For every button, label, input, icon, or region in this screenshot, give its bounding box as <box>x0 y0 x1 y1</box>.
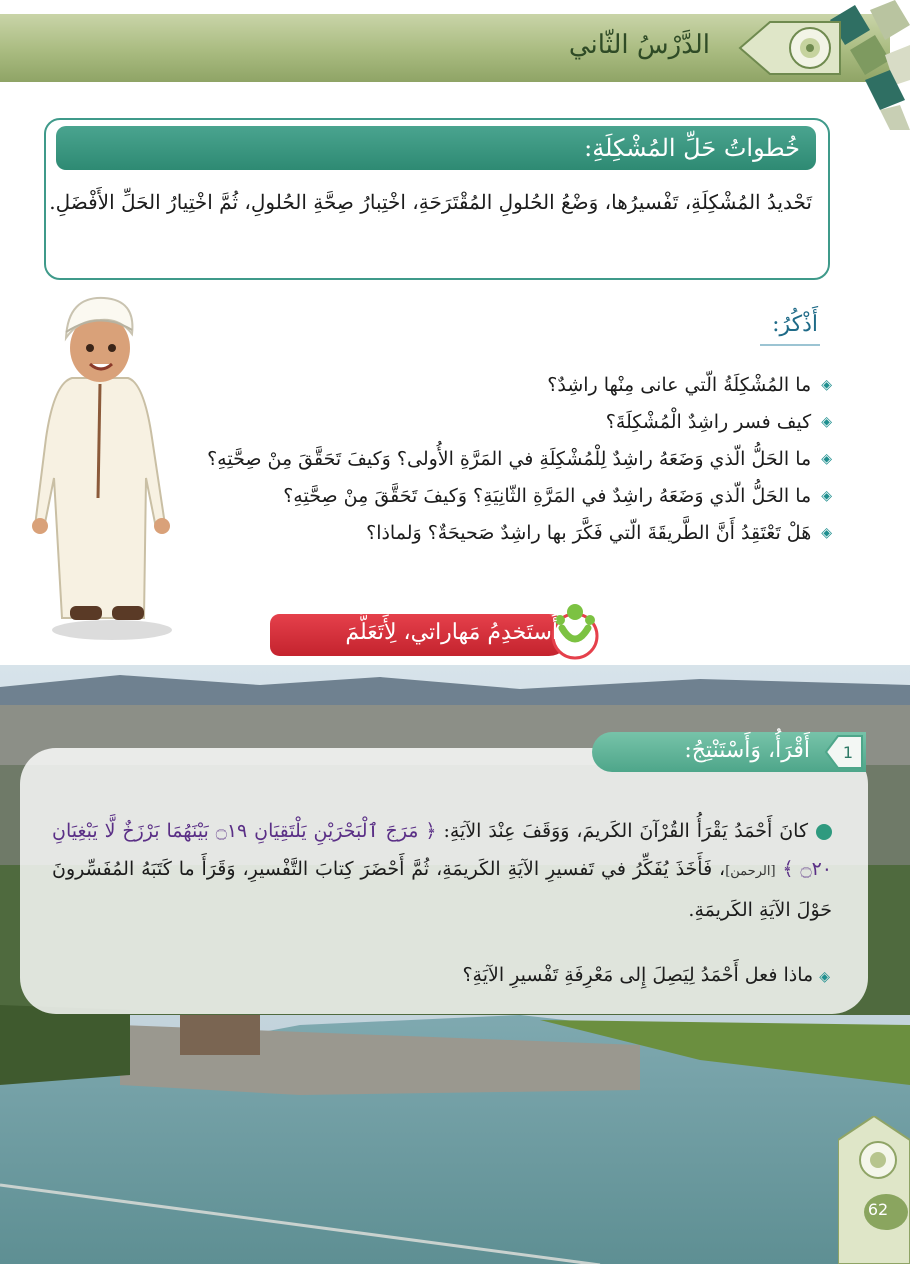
list-item: ◈ ما المُشْكِلَةُ الّتي عانى مِنْها راشِدٌ؟ <box>547 373 832 396</box>
list-item: ◈ ما الحَلُّ الّذي وَضَعَهُ راشِدٌ لِلْمُشْكِلَةِ في المَرَّةِ الأُولى؟ وَكيفَ تَحَقَّقَ مِنْ صِحَّتِهِ؟ <box>207 447 832 470</box>
lesson-rosette-icon <box>730 14 850 82</box>
surah-name: [الرحمن] <box>725 864 776 879</box>
diamond-bullet-icon: ◈ <box>821 376 832 393</box>
page-number: 62 <box>867 1200 889 1219</box>
diamond-bullet-icon: ◈ <box>821 450 832 467</box>
quran-verse: ﴿ مَرَجَ ٱلْبَحْرَيْنِ يَلْتَقِيَانِ ۝١٩ بَيْنَهُمَا بَرْزَخٌ لَّا يَبْغِيَانِ ۝٢٠ ﴾ <box>52 820 832 880</box>
list-item: ◈ ما الحَلُّ الّذي وَضَعَهُ راشِدٌ في المَرَّةِ الثّانِيَةِ؟ وَكيفَ تَحَقَّقَ مِنْ صِحَّتِهِ؟ <box>283 484 832 507</box>
read-question: ◈ ماذا فعل أَحْمَدُ لِيَصِلَ إِلى مَعْرِفَةِ تَفْسيرِ الآيَةِ؟ <box>462 964 830 986</box>
diamond-bullet-icon: ◈ <box>821 487 832 504</box>
remember-underline <box>760 344 820 346</box>
section-number-badge <box>824 732 864 772</box>
read-section-title: أَقْرَأُ، وَأَسْتَنْتِجُ: <box>684 738 810 763</box>
steps-title: خُطواتُ حَلِّ المُشْكِلَةِ: <box>584 134 800 162</box>
question-list <box>112 366 832 551</box>
green-dot-icon <box>816 824 832 840</box>
diamond-bullet-icon: ◈ <box>821 524 832 541</box>
remember-heading: أَذْكُرُ: <box>772 312 818 337</box>
list-item: ◈ كيف فسر راشِدٌ الْمُشْكِلَةَ؟ <box>605 410 832 433</box>
diamond-bullet-icon: ◈ <box>819 969 830 985</box>
list-item: ◈ هَلْ تَعْتَقِدُ أَنَّ الطَّريقَةَ الّتي فَكَّرَ بها راشِدٌ صَحيحَةٌ؟ وَلماذا؟ <box>366 521 832 544</box>
lesson-title: الدَّرْسُ الثّاني <box>568 30 710 60</box>
diamond-bullet-icon: ◈ <box>821 413 832 430</box>
section-number: 1 <box>842 743 854 762</box>
read-paragraph: كانَ أَحْمَدُ يَقْرَأُ القُرْآنَ الكَريمَ، وَوَقَفَ عِنْدَ الآيَةِ: ﴿ مَرَجَ ٱلْبَحْرَيْنِ يَلْتَقِيَانِ ۝١٩ بَيْنَهُمَا بَرْزَخٌ لَّا يَبْغِيَانِ ۝٢٠ ﴾ [الرحمن]، فَأَخَذَ يُفَكِّرُ في تَفسيرِ الآيَةِ الكَريمَةِ، ثُمَّ أَحْضَرَ كِتابَ التَّفْسيرِ، وَقَرَأَ ما كَتَبَهُ المُفَسِّرونَ حَوْلَ الآيَةِ الكَريمَةِ. <box>52 820 832 921</box>
steps-text: تَحْديدُ المُشْكِلَةِ، تَفْسيرُها، وَضْعُ الحُلولِ المُقْتَرَحَةِ، اخْتِبارُ صِحَّةِ الحُلولِ، ثُمَّ اخْتِيارُ الحَلِّ الأَفْضَلِ. <box>49 190 812 214</box>
skills-banner-label: أَستَخدِمُ مَهاراتي، لِأَتَعَلَّمَ <box>345 620 558 645</box>
page-number-badge <box>838 1116 910 1264</box>
